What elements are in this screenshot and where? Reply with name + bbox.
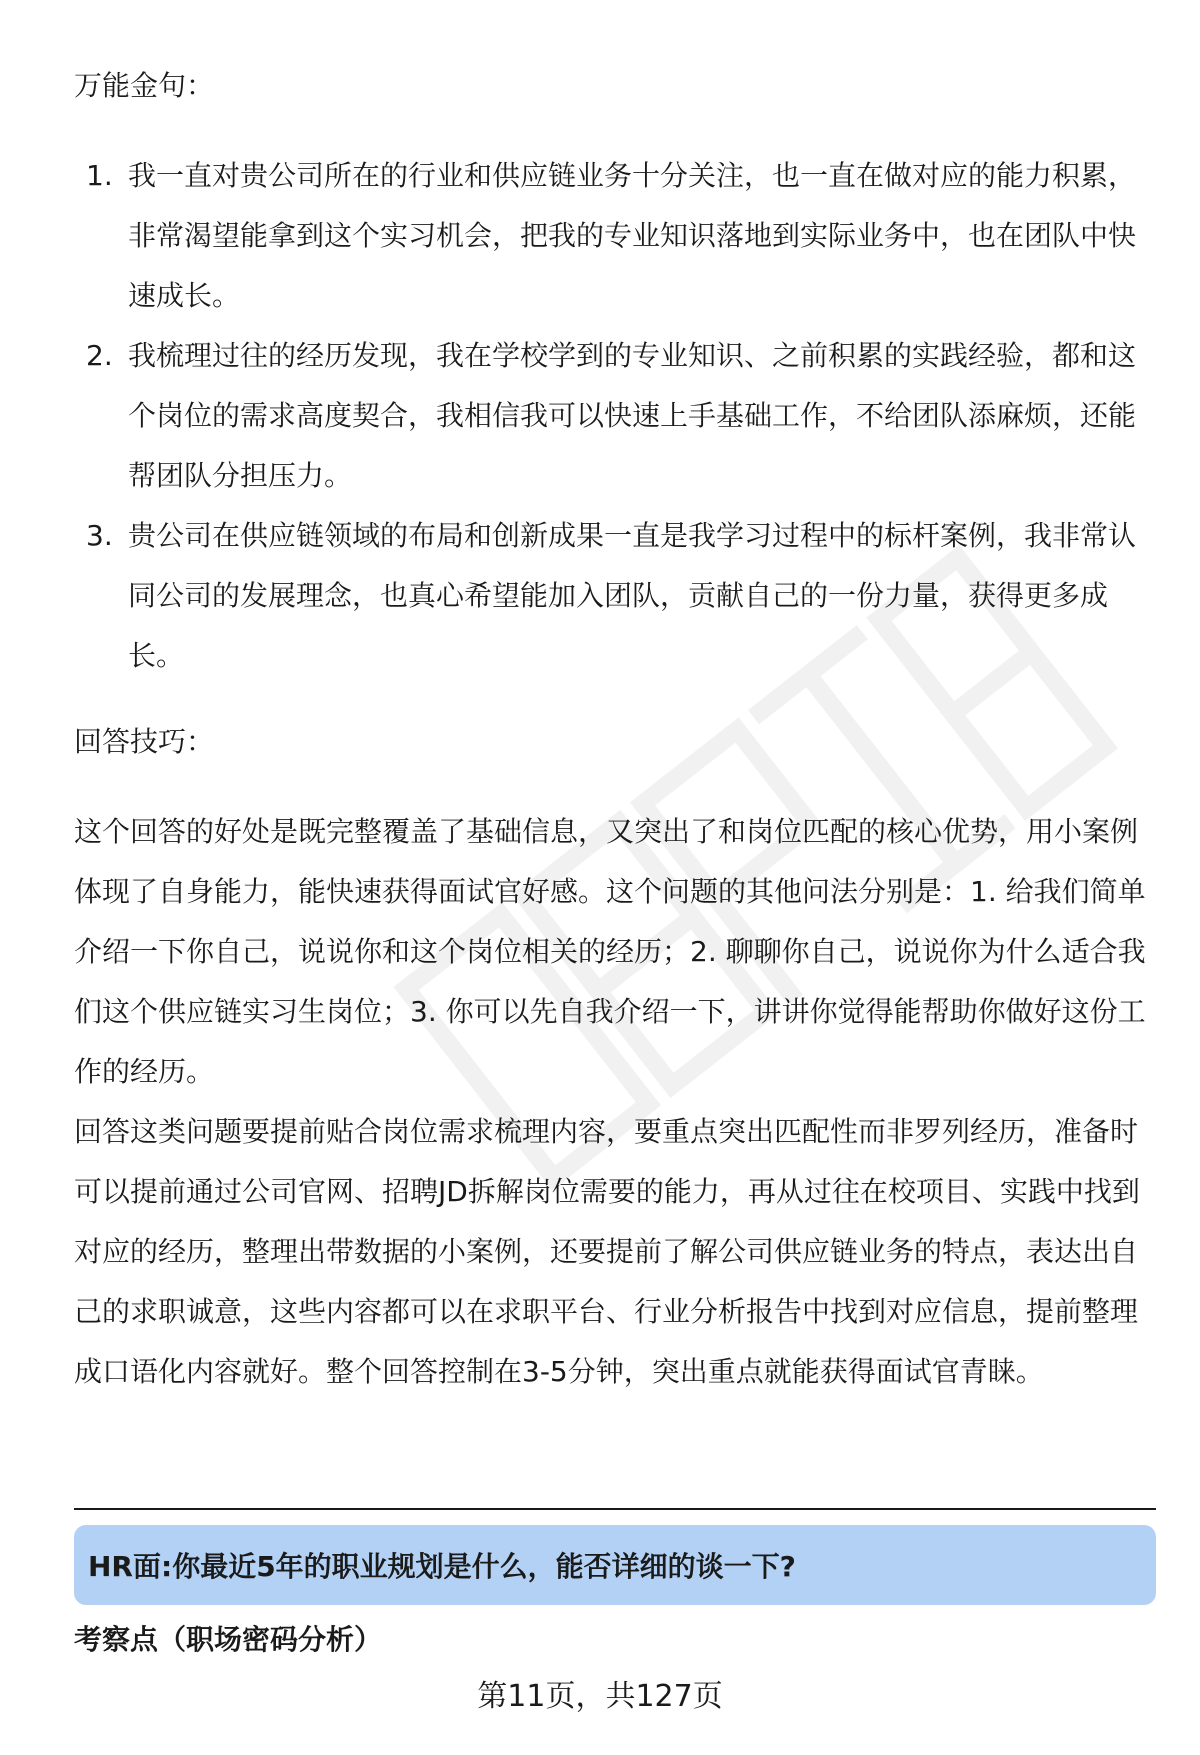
answer-tips-paragraph: 这个回答的好处是既完整覆盖了基础信息，又突出了和岗位匹配的核心优势，用小案例体现了自身能力，能快速获得面试官好感。这个问题的其他问法分别是：1. 给我们简单介绍一下你自己，说说你和这个岗位相关的经历；2. 聊聊你自己，说说你为什么适合我们这个供应链实习生岗位；3. 你可以先自我介绍一下，讲讲你觉得能帮助你做好这份工作的经历。 <box>74 815 1146 1088</box>
question-box <box>74 1525 1156 1605</box>
analysis-subheading: 考察点（职场密码分析） <box>74 1623 383 1656</box>
list-item-number: 2. <box>86 339 113 372</box>
list-item-text: 我梳理过往的经历发现，我在学校学到的专业知识、之前积累的实践经验，都和这个岗位的需求高度契合，我相信我可以快速上手基础工作，不给团队添麻烦，还能帮团队分担压力。 <box>128 339 1137 492</box>
list-item-number: 3. <box>86 519 113 552</box>
page-number: 第11页，共127页 <box>477 1679 723 1714</box>
golden-sentences-heading: 万能金句： <box>74 69 215 102</box>
list-item-text: 我一直对贵公司所在的行业和供应链业务十分关注，也一直在做对应的能力积累，非常渴望能拿到这个实习机会，把我的专业知识落地到实际业务中，也在团队中快速成长。 <box>128 159 1137 312</box>
preparation-paragraph: 回答这类问题要提前贴合岗位需求梳理内容，要重点突出匹配性而非罗列经历，准备时可以提前通过公司官网、招聘JD拆解岗位需要的能力，再从过往在校项目、实践中找到对应的经历，整理出带数据的小案例，还要提前了解公司供应链业务的特点，表达出自己的求职诚意，这些内容都可以在求职平台、行业分析报告中找到对应信息，提前整理成口语化内容就好。整个回答控制在3-5分钟，突出重点就能获得面试官青睐。 <box>74 1115 1140 1388</box>
list-item-text: 贵公司在供应链领域的布局和创新成果一直是我学习过程中的标杆案例，我非常认同公司的发展理念，也真心希望能加入团队，贡献自己的一份力量，获得更多成长。 <box>128 519 1137 672</box>
question-title: HR面:你最近5年的职业规划是什么，能否详细的谈一下? <box>88 1550 796 1583</box>
golden-sentences-list <box>74 146 1154 686</box>
main-content <box>74 56 1154 1402</box>
list-item <box>74 146 1154 326</box>
section-divider <box>74 1508 1156 1510</box>
list-item <box>74 506 1154 686</box>
answer-tips-heading: 回答技巧： <box>74 725 215 758</box>
list-item <box>74 326 1154 506</box>
list-item-number: 1. <box>86 159 113 192</box>
